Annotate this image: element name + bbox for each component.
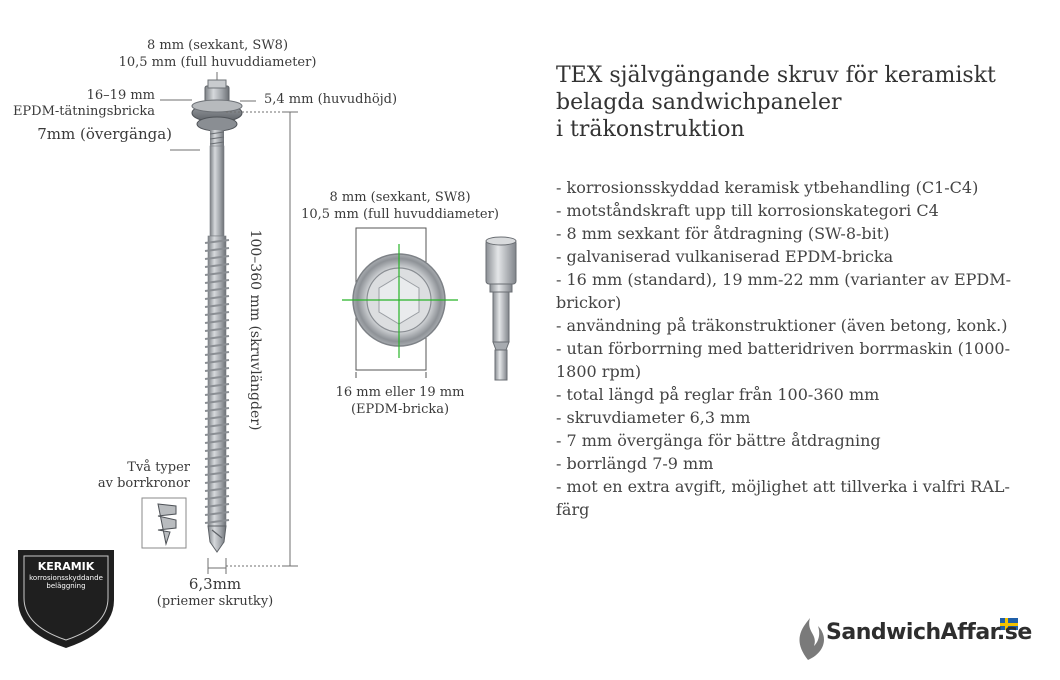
label-washer-name: EPDM-tätningsbricka (12, 104, 155, 119)
drill-bit-sample (142, 498, 186, 548)
title-line: TEX självgängande skruv för keramiskt (556, 63, 996, 88)
feature-item: - användning på träkonstruktioner (även betong, konk.) (556, 316, 1008, 335)
feature-item: - 8 mm sexkant för åtdragning (SW-8-bit) (556, 224, 890, 243)
feature-list (556, 176, 1036, 521)
head-top-view (342, 228, 458, 378)
label-head-height: 5,4 mm (huvudhöjd) (264, 92, 398, 107)
label-top-head-diameter: 10,5 mm (full huvuddiameter) (301, 207, 499, 222)
screw-shank (210, 146, 224, 236)
badge-line1: korrosionsskyddande (29, 574, 103, 582)
brand-name[interactable]: SandwichAffar.se (826, 620, 1032, 645)
feature-item: - total längd på reglar från 100-360 mm (556, 385, 880, 404)
title-line: belagda sandwichpaneler (556, 90, 842, 115)
label-drill-types-2: av borrkronor (97, 476, 190, 491)
feature-item: - motståndskraft upp till korrosionskategori C4 (556, 201, 939, 220)
badge-title: KERAMIK (37, 560, 95, 573)
screw-drill-tip (208, 526, 226, 552)
feature-item: - 16 mm (standard), 19 mm-22 mm (varianter av EPDM-brickor) (556, 270, 1012, 312)
label-diameter: 6,3mm (188, 575, 242, 593)
feature-item: - utan förborrning med batteridriven borrmaskin (1000-1800 rpm) (556, 339, 1010, 381)
feature-item: - galvaniserad vulkaniserad EPDM-bricka (556, 247, 894, 266)
hex-socket-bit (486, 237, 516, 380)
label-head-diameter: 10,5 mm (full huvuddiameter) (118, 55, 317, 70)
label-diameter-note: (priemer skrutky) (156, 594, 274, 609)
label-top-washer-name: (EPDM-bricka) (350, 402, 450, 417)
label-washer-size: 16–19 mm (86, 88, 155, 103)
transition-thread (210, 130, 224, 146)
feature-item: - 7 mm övergänga för bättre åtdragning (556, 431, 881, 450)
label-screw-length: 100–360 mm (skruvlängder) (247, 229, 263, 431)
label-drill-types-1: Två typer (127, 460, 190, 475)
title-line: i träkonstruktion (556, 117, 745, 142)
feature-item: - mot en extra avgift, möjlighet att tillverka i valfri RAL-färg (556, 477, 1010, 519)
label-transition-thread: 7mm (övergänga) (37, 125, 172, 143)
feature-item: - korrosionsskyddad keramisk ytbehandling (C1-C4) (556, 178, 979, 197)
product-title (556, 62, 1036, 143)
screw-side-view (192, 80, 242, 552)
label-hex-size: 8 mm (sexkant, SW8) (146, 38, 289, 53)
feature-item: - borrlängd 7-9 mm (556, 454, 714, 473)
label-top-hex-size: 8 mm (sexkant, SW8) (329, 190, 471, 205)
badge-line2: beläggning (46, 582, 86, 590)
label-top-washer-size: 16 mm eller 19 mm (335, 385, 465, 400)
feature-item: - skruvdiameter 6,3 mm (556, 408, 751, 427)
